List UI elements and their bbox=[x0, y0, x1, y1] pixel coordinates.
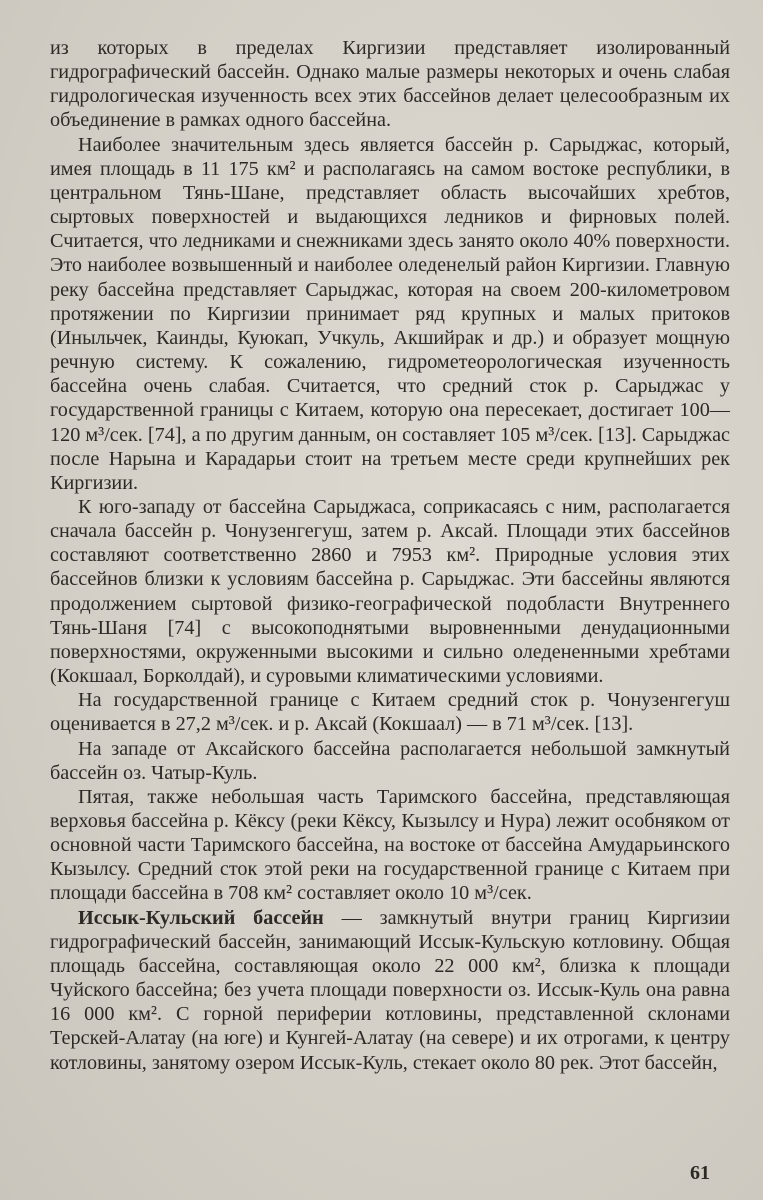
paragraph-issyk-kul bbox=[50, 906, 730, 1075]
paragraph-chatyr-kul: На западе от Аксайского бассейна располагается небольшой замкнутый бассейн оз. Чатыр-Куль. bbox=[50, 737, 730, 784]
paragraph-koksu: Пятая, также небольшая часть Таримского бассейна, представляющая верховья бассейна р. Кёксу (реки Кёксу, Кызылсу и Нура) лежит особняком от основной части Таримского бассейна, на востоке от бассейна Амударьинского Кызылсу. Средний сток этой реки на государственной границе с Китаем при площади бассейна в 708 км² составляет около 10 м³/сек. bbox=[50, 785, 730, 905]
paragraph-border-runoff: На государственной границе с Китаем средний сток р. Чонузенгегуш оценивается в 27,2 м³/сек. и р. Аксай (Кокшаал) — в 71 м³/сек. [13]. bbox=[50, 689, 730, 736]
term-issyk-kul-basin: Иссык-Кульский бассейн bbox=[78, 906, 324, 929]
page-body bbox=[50, 36, 730, 1075]
page-number: 61 bbox=[690, 1162, 710, 1184]
paragraph-issyk-kul-text: — замкнутый внутри границ Киргизии гидрографический бассейн, занимающий Иссык-Кульскую котловину. Общая площадь бассейна, составляющая около 22 000 км², близка к площади Чуйского бассейна; без учета площади поверхности оз. Иссык-Куль она равна 16 000 км². С горной периферии котловины, представленной склонами Терскей-Алатау (на юге) и Кунгей-Алатау (на севере) и их отрогами, к центру котловины, занятому озером Иссык-Куль, стекает около 80 рек. Этот бассейн, bbox=[50, 906, 730, 1074]
paragraph-1: из которых в пределах Киргизии представляет изолированный гидрографический бассейн. Однако малые размеры некоторых и очень слабая гидрологическая изученность всех этих бассейнов делает целесообразным их объединение в рамках одного бассейна. bbox=[50, 37, 730, 132]
paragraph-saryjas: Наиболее значительным здесь является бассейн р. Сарыджас, который, имея площадь в 11 175 км² и располагаясь на самом востоке республики, в центральном Тянь-Шане, представляет область высочайших хребтов, сыртовых поверхностей и выдающихся ледников и фирновых полей. Считается, что ледниками и снежниками здесь занято около 40% поверхности. Это наиболее возвышенный и наиболее оледенелый район Киргизии. Главную реку бассейна представляет Сарыджас, которая на своем 200-километровом протяжении по Киргизии принимает ряд крупных и малых притоков (Иныльчек, Каинды, Куюкап, Учкуль, Акшийрак и др.) и образует мощную речную систему. К сожалению, гидрометеорологическая изученность бассейна очень слабая. Считается, что средний сток р. Сарыджас у государственной границы с Китаем, которую она пересекает, достигает 100—120 м³/сек. [74], а по другим данным, он составляет 105 м³/сек. [13]. Сарыджас после Нарына и Карадарьи стоит на третьем месте среди крупнейших рек Киргизии. bbox=[50, 133, 730, 494]
paragraph-chonuzengegush-aksai: К юго-западу от бассейна Сарыджаса, соприкасаясь с ним, располагается сначала бассейн р. Чонузенгегуш, затем р. Аксай. Площади этих бассейнов составляют соответственно 2860 и 7953 км². Природные условия этих бассейнов близки к условиям бассейна р. Сарыджас. Эти бассейны являются продолжением сыртовой физико-географической подобласти Внутреннего Тянь-Шаня [74] с высокоподнятыми выровненными денудационными поверхностями, окруженными высокими и сильно оледененными хребтами (Кокшаал, Борколдай), и суровыми климатическими условиями. bbox=[50, 495, 730, 688]
